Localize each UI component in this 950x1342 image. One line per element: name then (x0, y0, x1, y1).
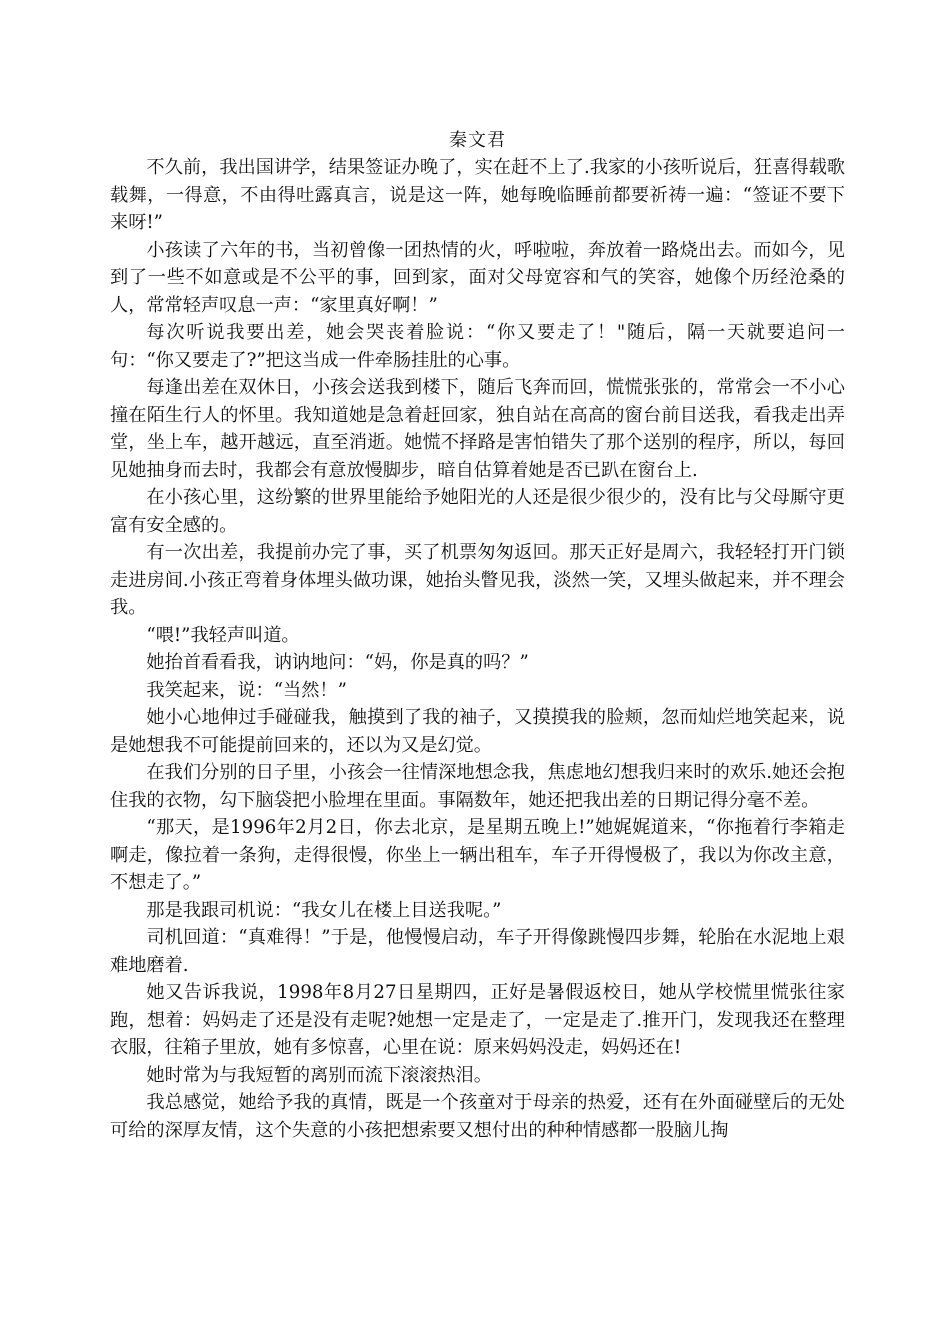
paragraph-14: 司机回道：“真难得！”于是，他慢慢启动，车子开得像跳慢四步舞，轮胎在水泥地上艰难地磨着. (110, 927, 845, 976)
paragraph-7: “喂!”我轻声叫道。 (146, 624, 300, 646)
paragraph-1: 不久前，我出国讲学，结果签证办晚了，实在赶不上了.我家的小孩听说后，狂喜得载歌载舞，一得意，不由得吐露真言，说是这一阵，她每晚临睡前都要祈祷一遍：“签证不要下来呀!” (110, 157, 845, 233)
paragraph-17: 我总感觉，她给予我的真情，既是一个孩童对于母亲的热爱，还有在外面碰壁后的无处可给的深厚友情，这个失意的小孩把想索要又想付出的种种情感都一股脑儿掏 (110, 1092, 845, 1141)
document-page (110, 128, 845, 1144)
paragraph-12: “那天，是1996年2月2日，你去北京，是星期五晚上!”她娓娓道来，“你拖着行李箱走啊走，像拉着一条狗，走得很慢，你坐上一辆出租车，车子开得慢极了，我以为你改主意，不想走了。” (110, 817, 845, 893)
paragraph-13: 那是我跟司机说：“我女儿在楼上目送我呢。” (146, 899, 502, 921)
author-name: 秦文君 (449, 130, 506, 151)
paragraph-10: 她小心地伸过手碰碰我，触摸到了我的袖子，又摸摸我的脸颊，忽而灿烂地笑起来，说是她想我不可能提前回来的，还以为又是幻觉。 (110, 707, 845, 756)
paragraph-9: 我笑起来，说：“当然！” (146, 679, 347, 701)
paragraph-5: 在小孩心里，这纷繁的世界里能给予她阳光的人还是很少很少的，没有比与父母厮守更富有安全感的。 (110, 487, 845, 536)
paragraph-2: 小孩读了六年的书，当初曾像一团热情的火，呼啦啦，奔放着一路烧出去。而如今，见到了一些不如意或是不公平的事，回到家，面对父母宽容和气的笑容，她像个历经沧桑的人，常常轻声叹息一声：“家里真好啊！” (110, 239, 845, 316)
paragraph-16: 她时常为与我短暂的离别而流下滚滚热泪。 (146, 1064, 492, 1086)
paragraph-15: 她又告诉我说，1998年8月27日星期四，正好是暑假返校日，她从学校慌里慌张往家跑，想着：妈妈走了还是没有走呢?她想一定是走了，一定是走了.推开门，发现我还在整理衣服，往箱子里放，她有多惊喜，心里在说：原来妈妈没走，妈妈还在! (110, 982, 845, 1058)
paragraph-8: 她抬首看看我，讷讷地问：“妈，你是真的吗？” (146, 652, 529, 673)
paragraph-3: 每次听说我要出差，她会哭丧着脸说：“你又要走了！"随后，隔一天就要追问一句：“你又要走了?”把这当成一件牵肠挂肚的心事。 (110, 322, 845, 371)
paragraph-4: 每逢出差在双休日，小孩会送我到楼下，随后飞奔而回，慌慌张张的，常常会一不小心撞在陌生行人的怀里。我知道她是急着赶回家，独自站在高高的窗台前目送我，看我走出弄堂，坐上车，越开越远，直至消逝。她慌不择路是害怕错失了那个送别的程序，所以，每回见她抽身而去时，我都会有意放慢脚步，暗自估算着她是否已趴在窗台上. (110, 377, 845, 481)
paragraph-6: 有一次出差，我提前办完了事，买了机票匆匆返回。那天正好是周六，我轻轻打开门锁走进房间.小孩正弯着身体埋头做功课，她抬头瞥见我，淡然一笑，又埋头做起来，并不理会我。 (110, 542, 845, 618)
paragraph-11: 在我们分别的日子里，小孩会一往情深地想念我，焦虑地幻想我归来时的欢乐.她还会抱住我的衣物，勾下脑袋把小脸埋在里面。事隔数年，她还把我出差的日期记得分毫不差。 (110, 762, 845, 811)
